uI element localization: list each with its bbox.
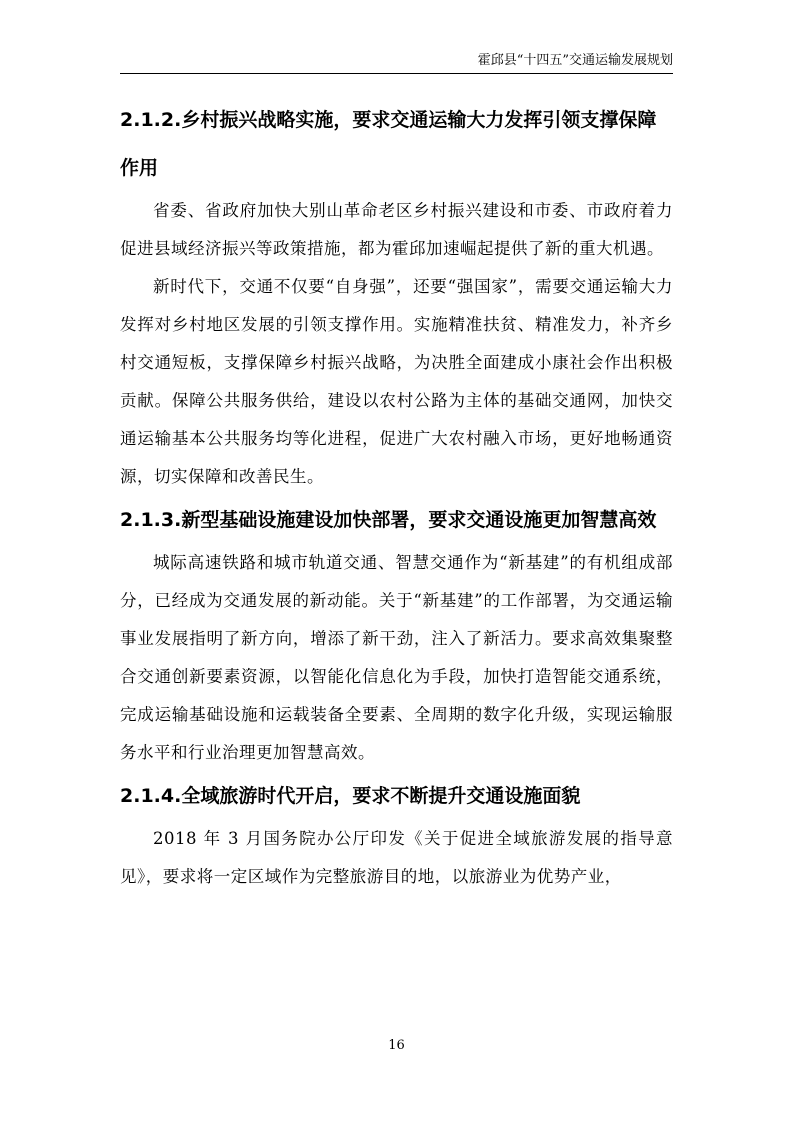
section-heading-2-1-4: 2.1.4.全域旅游时代开启，要求不断提升交通设施面貌 bbox=[120, 785, 581, 807]
page-content bbox=[120, 96, 673, 896]
running-header: 霍邱县“十四五”交通运输发展规划 bbox=[477, 53, 673, 68]
page-number: 16 bbox=[388, 1038, 405, 1053]
paragraph: 新时代下，交通不仅要“自身强”，还要“强国家”，需要交通运输大力发挥对乡村地区发展的引领支撑作用。实施精准扶贫、精准发力，补齐乡村交通短板，支撑保障乡村振兴战略，为决胜全面建成小康社会作出积极贡献。保障公共服务供给，建设以农村公路为主体的基础交通网，加快交通运输基本公共服务均等化进程，促进广大农村融入市场，更好地畅通资源，切实保障和改善民生。 bbox=[120, 277, 673, 486]
paragraph: 城际高速铁路和城市轨道交通、智慧交通作为“新基建”的有机组成部分，已经成为交通发展的新动能。关于“新基建”的工作部署，为交通运输事业发展指明了新方向，增添了新干劲，注入了新活力。要求高效集聚整合交通创新要素资源，以智能化信息化为手段，加快打造智能交通系统，完成运输基础设施和运载装备全要素、全周期的数字化升级，实现运输服务水平和行业治理更加智慧高效。 bbox=[120, 553, 673, 762]
section-heading-2-1-2: 2.1.2.乡村振兴战略实施，要求交通运输大力发挥引领支撑保障作用 bbox=[120, 109, 657, 179]
paragraph: 省委、省政府加快大别山革命老区乡村振兴建设和市委、市政府着力促进县域经济振兴等政策措施，都为霍邱加速崛起提供了新的重大机遇。 bbox=[120, 201, 673, 258]
header-divider bbox=[120, 73, 673, 74]
paragraph: 2018 年 3 月国务院办公厅印发《关于促进全域旅游发展的指导意见》，要求将一定区域作为完整旅游目的地，以旅游业为优势产业， bbox=[120, 829, 673, 886]
section-heading-2-1-3: 2.1.3.新型基础设施建设加快部署，要求交通设施更加智慧高效 bbox=[120, 509, 657, 531]
